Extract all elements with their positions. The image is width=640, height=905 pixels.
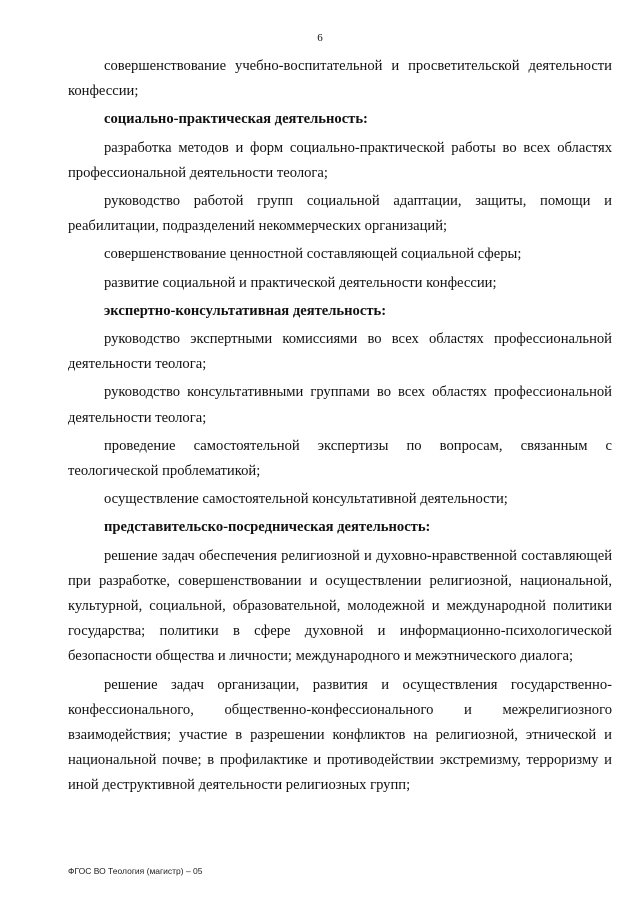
paragraph: проведение самостоятельной экспертизы по вопросам, связанным с теологической проблематикой; — [68, 437, 612, 480]
paragraph: развитие социальной и практической деятельности конфессии; — [104, 274, 497, 291]
paragraph: совершенствование ценностной составляющей социальной сферы; — [104, 246, 522, 263]
page-footer: ФГОС ВО Теология (магистр) – 05 — [68, 866, 203, 876]
paragraph: решение задач организации, развития и осуществления государственно-конфессионального, общественно-конфессионального и межрелигиозного взаимодействия; участие в разрешении конфликтов на религиозной, этнической и национальной почве; в профилактике и противодействии экстремизму, терроризму и иной деструктивной деятельности религиозных групп; — [68, 676, 612, 794]
paragraph: осуществление самостоятельной консультативной деятельности; — [104, 491, 508, 508]
section-heading: социально-практическая деятельность: — [104, 111, 368, 128]
section-heading: представительско-посредническая деятельность: — [104, 519, 431, 536]
paragraph: руководство работой групп социальной адаптации, защиты, помощи и реабилитации, подразделений некоммерческих организаций; — [68, 193, 612, 235]
paragraph: руководство экспертными комиссиями во всех областях профессиональной деятельности теолога; — [68, 331, 612, 373]
paragraph: совершенствование учебно-воспитательной и просветительской деятельности конфессии; — [68, 58, 612, 100]
section-heading: экспертно-консультативная деятельность: — [104, 302, 387, 319]
paragraph: руководство консультативными группами во всех областях профессиональной деятельности теолога; — [68, 384, 612, 426]
paragraph: решение задач обеспечения религиозной и духовно-нравственной составляющей при разработке, совершенствовании и осуществлении религиозной, национальной, культурной, социальной, образовательной, молодежной и международной политики государства; политики в сфере духовной и информационно-психологической безопасности общества и личности; международного и межэтнического диалога; — [68, 547, 612, 665]
paragraph: разработка методов и форм социально-практической работы во всех областях профессиональной деятельности теолога; — [68, 139, 612, 181]
page-number: 6 — [317, 32, 323, 44]
body-text — [68, 54, 612, 802]
